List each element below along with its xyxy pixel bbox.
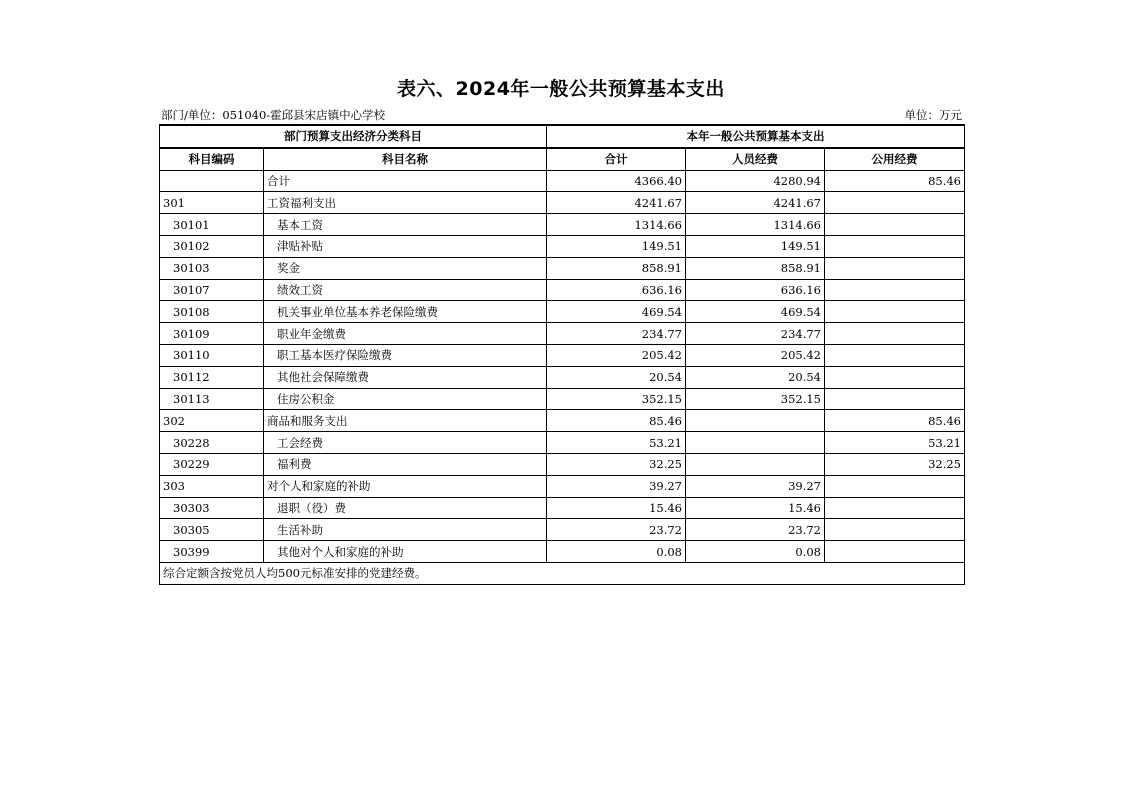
cell-public	[825, 214, 965, 236]
cell-code: 30112	[160, 366, 264, 388]
cell-code: 302	[160, 410, 264, 432]
cell-code: 301	[160, 192, 264, 214]
cell-total: 15.46	[547, 497, 686, 519]
cell-code: 303	[160, 475, 264, 497]
cell-public: 85.46	[825, 410, 965, 432]
table-row	[160, 323, 965, 345]
cell-total: 53.21	[547, 432, 686, 454]
cell-personnel: 205.42	[686, 344, 825, 366]
group-header-classification: 部门预算支出经济分类科目	[160, 125, 547, 148]
cell-name: 生活补助	[264, 519, 547, 541]
cell-code: 30108	[160, 301, 264, 323]
cell-code: 30228	[160, 432, 264, 454]
cell-total: 32.25	[547, 453, 686, 475]
cell-code: 30110	[160, 344, 264, 366]
cell-name: 工资福利支出	[264, 192, 547, 214]
cell-code: 30102	[160, 235, 264, 257]
cell-name: 工会经费	[264, 432, 547, 454]
cell-total: 0.08	[547, 541, 686, 563]
table-row	[160, 257, 965, 279]
cell-public	[825, 497, 965, 519]
cell-personnel: 20.54	[686, 366, 825, 388]
column-header-personnel: 人员经费	[686, 148, 825, 170]
table-row	[160, 497, 965, 519]
cell-personnel: 4280.94	[686, 170, 825, 192]
cell-code: 30107	[160, 279, 264, 301]
column-header-total: 合计	[547, 148, 686, 170]
expenditure-table	[159, 124, 965, 585]
cell-total: 1314.66	[547, 214, 686, 236]
cell-public	[825, 366, 965, 388]
cell-personnel: 39.27	[686, 475, 825, 497]
table-row	[160, 366, 965, 388]
cell-personnel	[686, 432, 825, 454]
cell-personnel: 23.72	[686, 519, 825, 541]
cell-personnel	[686, 410, 825, 432]
cell-code	[160, 170, 264, 192]
column-header-public: 公用经费	[825, 148, 965, 170]
cell-name: 奖金	[264, 257, 547, 279]
table-note: 综合定额含按党员人均500元标准安排的党建经费。	[160, 562, 965, 584]
cell-public	[825, 192, 965, 214]
cell-personnel: 0.08	[686, 541, 825, 563]
cell-total: 234.77	[547, 323, 686, 345]
table-row	[160, 453, 965, 475]
cell-public	[825, 541, 965, 563]
table-row	[160, 235, 965, 257]
cell-total: 205.42	[547, 344, 686, 366]
table-body	[160, 170, 965, 562]
cell-name: 基本工资	[264, 214, 547, 236]
table-row	[160, 519, 965, 541]
cell-code: 30305	[160, 519, 264, 541]
cell-name: 福利费	[264, 453, 547, 475]
cell-personnel	[686, 453, 825, 475]
cell-total: 39.27	[547, 475, 686, 497]
cell-total: 149.51	[547, 235, 686, 257]
cell-name: 职业年金缴费	[264, 323, 547, 345]
page-title: 表六、2024年一般公共预算基本支出	[397, 78, 725, 100]
group-header-expenditure: 本年一般公共预算基本支出	[547, 125, 965, 148]
cell-code: 30103	[160, 257, 264, 279]
cell-code: 30113	[160, 388, 264, 410]
cell-public	[825, 235, 965, 257]
cell-personnel: 4241.67	[686, 192, 825, 214]
cell-name: 职工基本医疗保险缴费	[264, 344, 547, 366]
cell-personnel: 15.46	[686, 497, 825, 519]
table-group-header-row	[160, 125, 965, 148]
table-row	[160, 475, 965, 497]
table-row	[160, 410, 965, 432]
cell-public	[825, 323, 965, 345]
cell-code: 30303	[160, 497, 264, 519]
cell-name: 机关事业单位基本养老保险缴费	[264, 301, 547, 323]
table-row	[160, 214, 965, 236]
cell-name: 其他社会保障缴费	[264, 366, 547, 388]
cell-public: 32.25	[825, 453, 965, 475]
column-header-name: 科目名称	[264, 148, 547, 170]
cell-total: 469.54	[547, 301, 686, 323]
cell-public: 53.21	[825, 432, 965, 454]
cell-public	[825, 388, 965, 410]
cell-name: 对个人和家庭的补助	[264, 475, 547, 497]
table-row	[160, 541, 965, 563]
column-header-code: 科目编码	[160, 148, 264, 170]
cell-name: 津贴补贴	[264, 235, 547, 257]
table-row	[160, 432, 965, 454]
cell-total: 858.91	[547, 257, 686, 279]
unit-label: 单位：万元	[904, 108, 962, 122]
cell-public	[825, 519, 965, 541]
cell-personnel: 1314.66	[686, 214, 825, 236]
cell-public	[825, 279, 965, 301]
table-note-row	[160, 562, 965, 584]
cell-name: 退职（役）费	[264, 497, 547, 519]
cell-name: 商品和服务支出	[264, 410, 547, 432]
cell-total: 636.16	[547, 279, 686, 301]
cell-public	[825, 475, 965, 497]
cell-personnel: 234.77	[686, 323, 825, 345]
cell-public	[825, 344, 965, 366]
cell-total: 85.46	[547, 410, 686, 432]
cell-personnel: 858.91	[686, 257, 825, 279]
cell-personnel: 352.15	[686, 388, 825, 410]
cell-name: 合计	[264, 170, 547, 192]
cell-personnel: 469.54	[686, 301, 825, 323]
cell-personnel: 636.16	[686, 279, 825, 301]
department-label: 部门/单位：051040-霍邱县宋店镇中心学校	[161, 108, 386, 122]
cell-code: 30101	[160, 214, 264, 236]
table-row	[160, 170, 965, 192]
cell-total: 352.15	[547, 388, 686, 410]
table-row	[160, 279, 965, 301]
cell-code: 30399	[160, 541, 264, 563]
cell-total: 4366.40	[547, 170, 686, 192]
cell-code: 30229	[160, 453, 264, 475]
cell-name: 住房公积金	[264, 388, 547, 410]
cell-total: 20.54	[547, 366, 686, 388]
cell-total: 4241.67	[547, 192, 686, 214]
cell-name: 其他对个人和家庭的补助	[264, 541, 547, 563]
table-row	[160, 301, 965, 323]
cell-public: 85.46	[825, 170, 965, 192]
table-row	[160, 344, 965, 366]
cell-code: 30109	[160, 323, 264, 345]
cell-total: 23.72	[547, 519, 686, 541]
cell-public	[825, 301, 965, 323]
table-row	[160, 192, 965, 214]
cell-personnel: 149.51	[686, 235, 825, 257]
cell-name: 绩效工资	[264, 279, 547, 301]
table-column-header-row	[160, 148, 965, 170]
table-row	[160, 388, 965, 410]
cell-public	[825, 257, 965, 279]
